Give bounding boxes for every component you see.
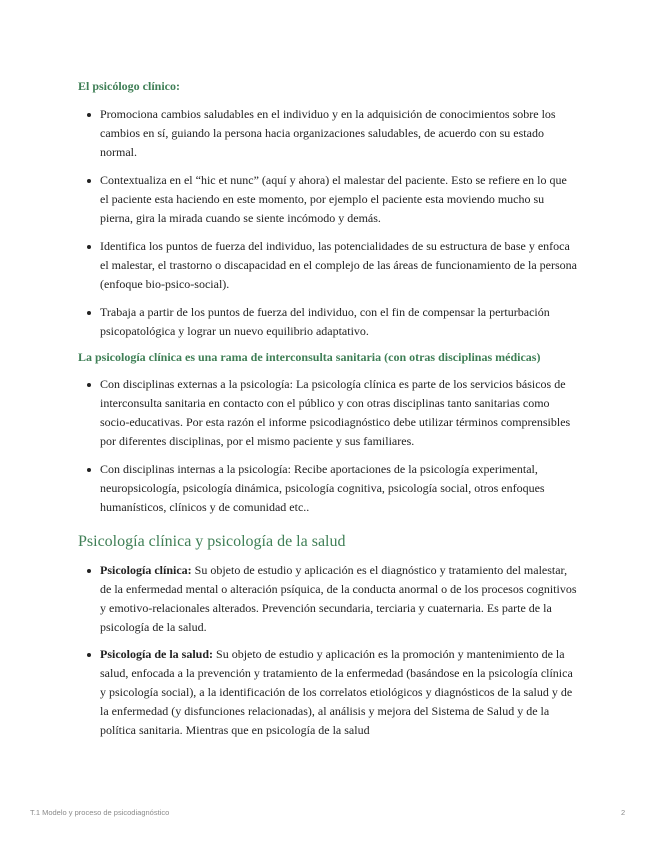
section-heading-psicologo-clinico: El psicólogo clínico: [78, 79, 180, 93]
list-item: Identifica los puntos de fuerza del individuo, las potencialidades de su estructura de base y enfoca el malestar, el trastorno o discapacidad en el complejo de las áreas de funcionamiento de la persona (enfoque bio-psico-social). [78, 237, 578, 294]
bullet-list-psicologo-clinico [78, 105, 578, 341]
list-item: Con disciplinas externas a la psicología: La psicología clínica es parte de los servicios básicos de interconsulta sanitaria en contacto con el público y con otras disciplinas tanto sanitarias como socio-educativas. Por esta razón el informe psicodiagnóstico debe utilizar términos comprensibles por diferentes disciplinas, por el mismo paciente y sus familiares. [78, 375, 578, 451]
list-item [78, 645, 578, 740]
bullet-list-interconsulta [78, 375, 578, 517]
term-psicologia-clinica: Psicología clínica: [100, 563, 192, 577]
list-item: Promociona cambios saludables en el individuo y en la adquisición de conocimientos sobre los cambios en sí, guiando la persona hacia organizaciones saludables, de acuerdo con su estado normal. [78, 105, 578, 162]
section-heading-psicologia-salud: Psicología clínica y psicología de la salud [78, 533, 346, 550]
list-item: Contextualiza en el “hic et nunc” (aquí y ahora) el malestar del paciente. Esto se refiere en lo que el paciente esta haciendo en este momento, por ejemplo el paciente esta moviendo mucho su pierna, gira la mirada cuando se siente incómodo y demás. [78, 171, 578, 228]
definition-psicologia-salud: Su objeto de estudio y aplicación es la promoción y mantenimiento de la salud, enfocada a la prevención y tratamiento de la enfermedad (basándose en la psicología clínica y psicología social), a la identificación de los correlatos etiológicos y diagnósticos de la salud y de la enfermedad (y disfunciones relacionadas), al análisis y mejora del Sistema de Salud y de la política sanitaria. Mientras que en psicología de la salud [100, 647, 573, 737]
page-content [78, 78, 578, 740]
footer-document-title: T.1 Modelo y proceso de psicodiagnóstico [30, 808, 170, 817]
definition-psicologia-clinica: Su objeto de estudio y aplicación es el diagnóstico y tratamiento del malestar, de la enfermedad mental o alteración psíquica, de la conducta anormal o de los procesos cognitivos y emotivo-relacionales alterados. Prevención secundaria, terciaria y cuaternaria. Es parte de la psicología de la salud. [100, 563, 577, 634]
footer-page-number: 2 [621, 808, 626, 817]
term-psicologia-salud: Psicología de la salud: [100, 647, 214, 661]
list-item [78, 561, 578, 637]
list-item: Con disciplinas internas a la psicología: Recibe aportaciones de la psicología experimental, neuropsicología, psicología dinámica, psicología cognitiva, psicología social, otros enfoques humanísticos, clínicos y de comunidad etc.. [78, 460, 578, 517]
list-item: Trabaja a partir de los puntos de fuerza del individuo, con el fin de compensar la perturbación psicopatológica y lograr un nuevo equilibrio adaptativo. [78, 303, 578, 341]
bullet-list-psicologia-salud [78, 561, 578, 740]
section-heading-interconsulta: La psicología clínica es una rama de interconsulta sanitaria (con otras disciplinas médicas) [78, 350, 541, 364]
